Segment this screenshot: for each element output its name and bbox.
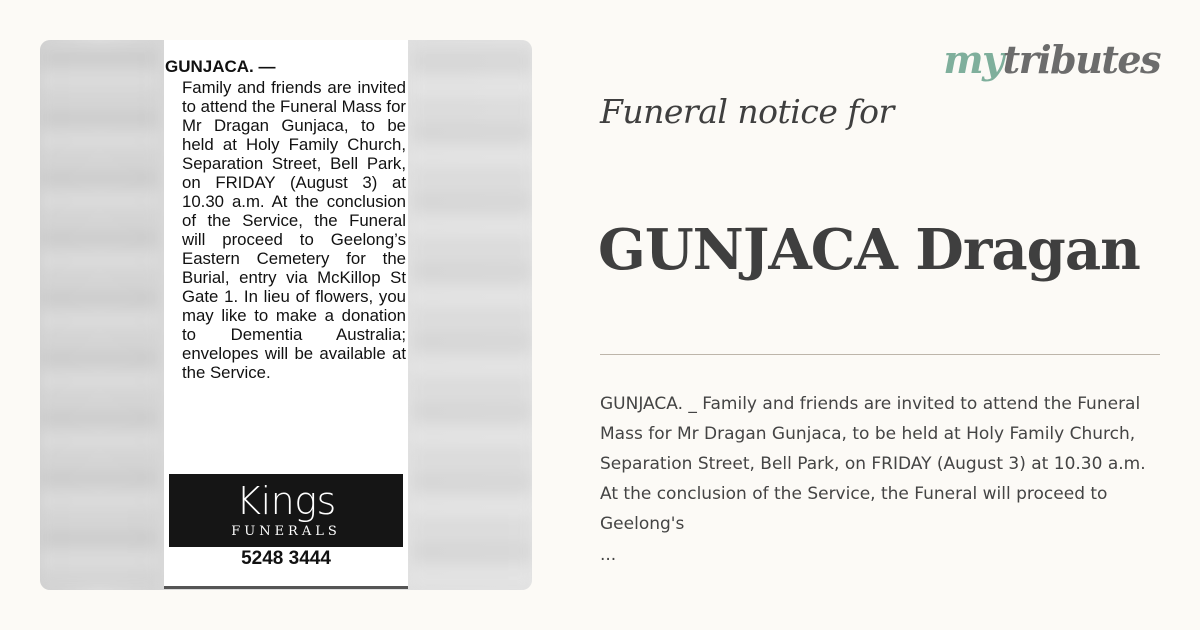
blurred-background-right	[412, 40, 532, 590]
funeral-home-logo	[169, 474, 403, 547]
funeral-home-name: Kings	[236, 479, 336, 523]
notice-image	[40, 40, 532, 590]
divider	[600, 354, 1160, 355]
notice-excerpt: GUNJACA. _ Family and friends are invited to attend the Funeral Mass for Mr Dragan Gunjaca, to be held at Holy Family Church, Separation Street, Bell Park, on FRIDAY (August 3) at 10.30 a.m. At the conclusion of the Service, the Funeral will proceed to Geelong's	[600, 394, 1146, 534]
newspaper-clipping	[164, 40, 408, 589]
blurred-background-left	[40, 40, 158, 590]
clipping-heading: GUNJACA. —	[165, 57, 276, 76]
excerpt-ellipsis: ...	[600, 545, 617, 565]
funeral-home-subtitle: FUNERALS	[231, 524, 341, 539]
logo-part-tributes: tributes	[1002, 37, 1160, 82]
logo-part-my: my	[943, 37, 1003, 82]
clipping-body: Family and friends are invited to attend the Funeral Mass for Mr Dragan Gunjaca, to be held at Holy Family Church, Separation Street, Bell Park, on FRIDAY (August 3) at 10.30 a.m. At the conclusion of the Service, the Funeral will proceed to Geelong’s Eastern Cemetery for the Burial, entry via McKillop St Gate 1. In lieu of flowers, you may like to make a donation to Dementia Australia; envelopes will be available at the Service.	[182, 78, 406, 382]
funeral-home-phone: 5248 3444	[241, 548, 331, 569]
notice-type-label: Funeral notice for	[600, 92, 894, 131]
deceased-name: GUNJACA Dragan	[598, 217, 1140, 283]
mytributes-logo[interactable]	[943, 36, 1160, 84]
